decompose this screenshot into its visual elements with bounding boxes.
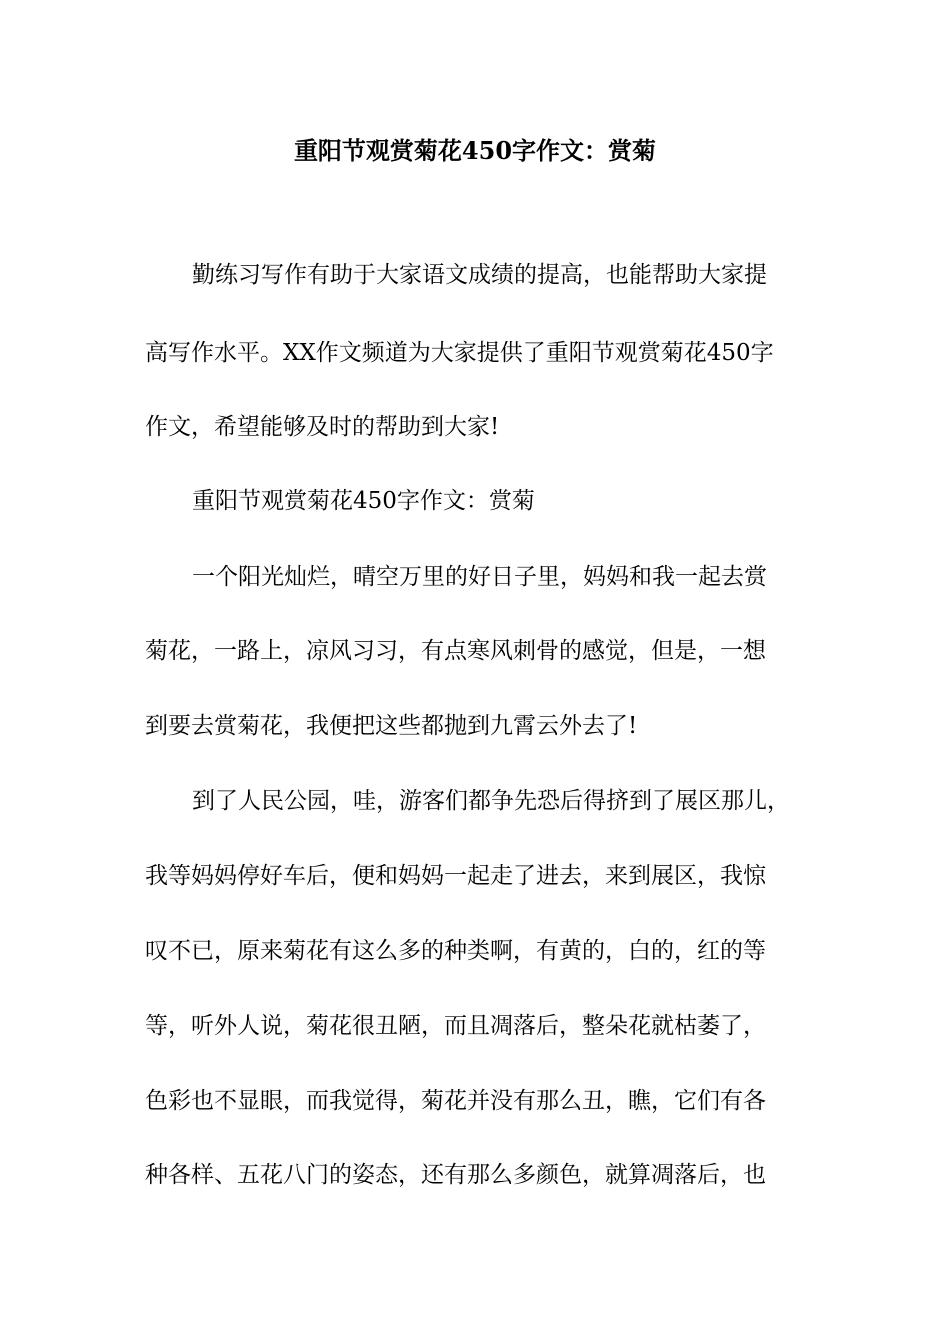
paragraph-1-line-3: 作文，希望能够及时的帮助到大家!	[145, 414, 500, 440]
paragraph-2-line-1: 重阳节观赏菊花450字作文：赏菊	[192, 488, 535, 514]
paragraph-4-line-4: 等，听外人说，菊花很丑陋，而且凋落后，整朵花就枯萎了，	[145, 1013, 766, 1039]
paragraph-1-line-1: 勤练习写作有助于大家语文成绩的提高，也能帮助大家提	[192, 262, 767, 288]
paragraph-4-line-6: 种各样、五花八门的姿态，还有那么多颜色，就算凋落后，也	[145, 1162, 766, 1188]
paragraph-1-line-2: 高写作水平。XX作文频道为大家提供了重阳节观赏菊花450字	[145, 340, 774, 366]
paragraph-4-line-5: 色彩也不显眼，而我觉得，菊花并没有那么丑，瞧，它们有各	[145, 1088, 766, 1114]
paragraph-4-line-3: 叹不已，原来菊花有这么多的种类啊，有黄的，白的，红的等	[145, 938, 766, 964]
paragraph-4-line-1: 到了人民公园，哇，游客们都争先恐后得挤到了展区那儿，	[192, 788, 790, 814]
paragraph-3-line-1: 一个阳光灿烂，晴空万里的好日子里，妈妈和我一起去赏	[192, 564, 767, 590]
paragraph-4-line-2: 我等妈妈停好车后，便和妈妈一起走了进去，来到展区，我惊	[145, 863, 766, 889]
paragraph-3-line-3: 到要去赏菊花，我便把这些都抛到九霄云外去了!	[145, 713, 638, 739]
paragraph-3-line-2: 菊花，一路上，凉风习习，有点寒风刺骨的感觉，但是，一想	[145, 638, 766, 664]
document-title: 重阳节观赏菊花450字作文：赏菊	[293, 136, 657, 165]
